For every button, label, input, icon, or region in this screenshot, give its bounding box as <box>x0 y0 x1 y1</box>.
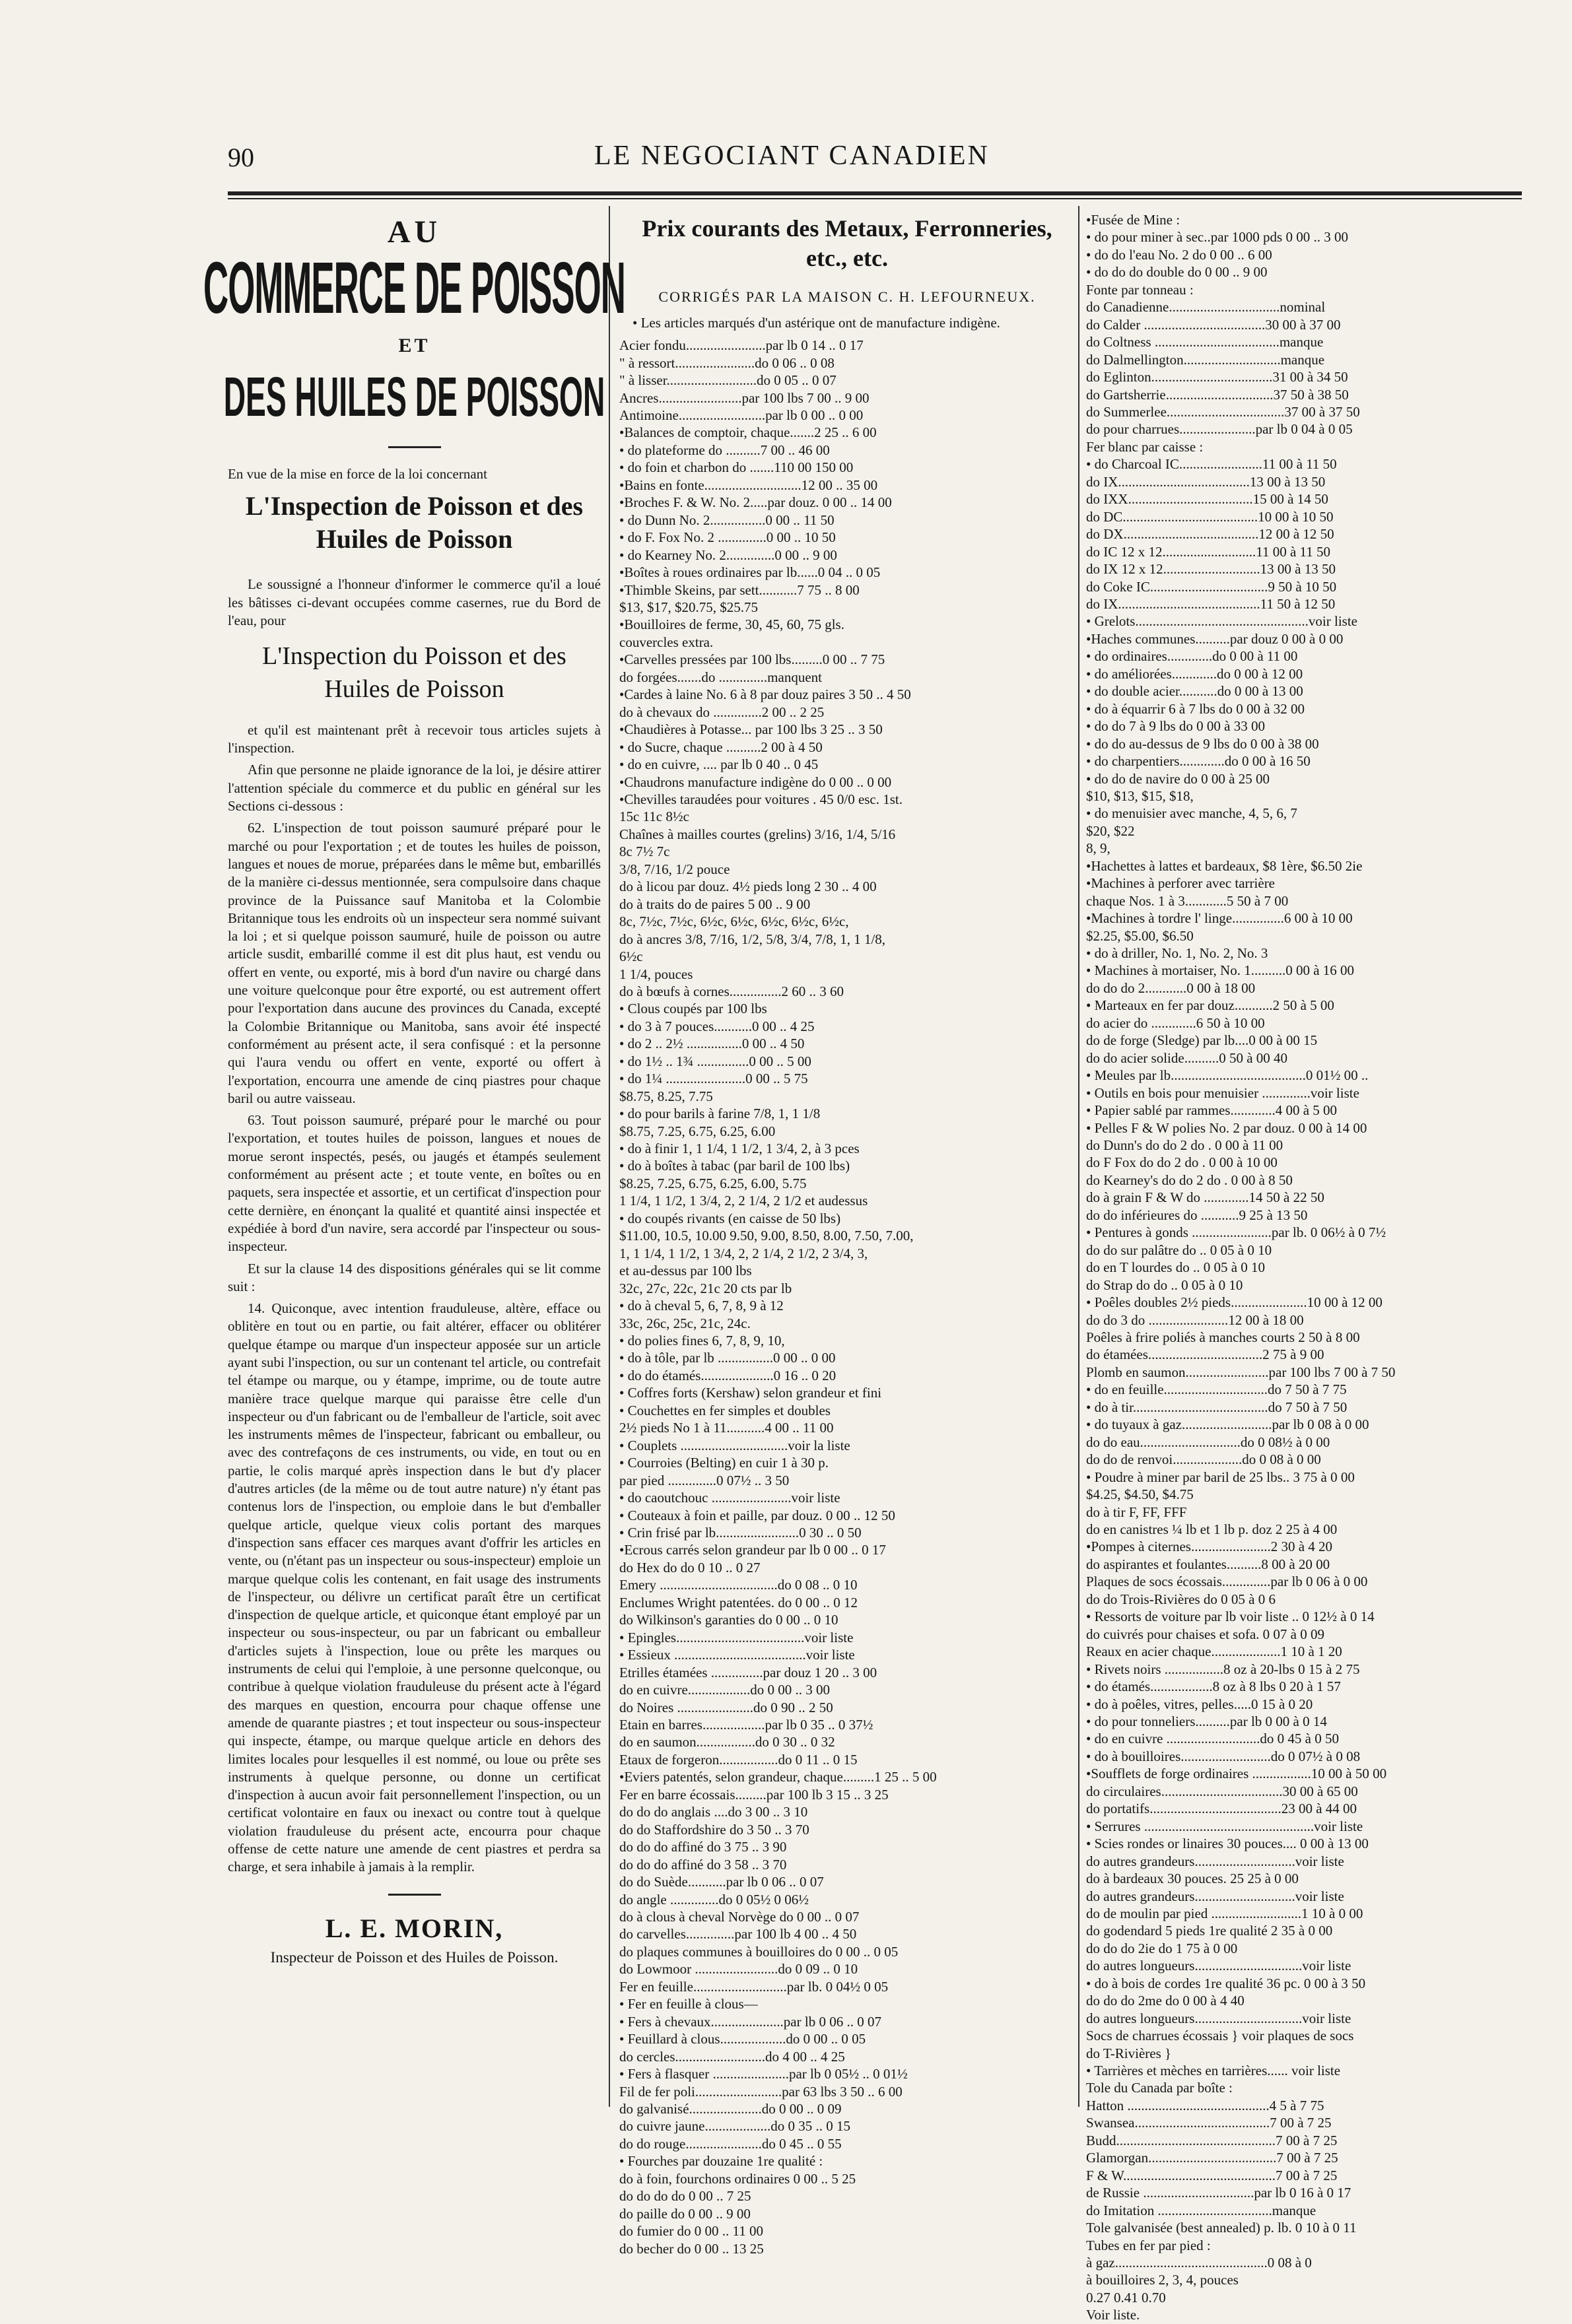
price-row: •Cardes à laine No. 6 à 8 par douz paires 3 50 .. 4 50 <box>619 686 911 703</box>
price-row: Swansea.......................................7 00 à 7 25 <box>1086 2115 1332 2131</box>
price-row: $4.25, $4.50, $4.75 <box>1086 1486 1194 1503</box>
price-row: • do à poêles, vitres, pelles.....0 15 à 0 20 <box>1086 1696 1313 1712</box>
price-row: do do 3 do .......................12 00 à 18 00 <box>1086 1311 1304 1328</box>
price-rows <box>1086 211 1522 2324</box>
notice-intro: En vue de la mise en force de la loi concernant <box>228 465 487 482</box>
price-row: do à bardeaux 30 pouces. 25 25 à 0 00 <box>1086 1871 1299 1887</box>
price-row: Etaux de forgeron.................do 0 11 .. 0 15 <box>619 1751 858 1768</box>
price-row: •Thimble Skeins, par sett...........7 75 .. 8 00 <box>619 581 860 598</box>
price-row: • Fers à flasquer ......................par lb 0 05½ .. 0 01½ <box>619 2066 908 2082</box>
price-row: • Pelles F & W polies No. 2 par douz. 0 00 à 14 00 <box>1086 1119 1367 1136</box>
price-row: F & W............................................7 00 à 7 25 <box>1086 2167 1338 2183</box>
price-row: • do à tôle, par lb ................0 00 .. 0 00 <box>619 1350 836 1366</box>
price-row: do à tir F, FF, FFF <box>1086 1504 1187 1520</box>
price-row: Hatton .........................................4 5 à 7 75 <box>1086 2097 1324 2113</box>
divider <box>388 1894 441 1896</box>
price-row: •Bains en fonte............................12 00 .. 35 00 <box>619 477 878 493</box>
price-row: 8c 7½ 7c <box>619 844 670 860</box>
price-row: • Crin frisé par lb........................0 30 .. 0 50 <box>619 1525 862 1541</box>
price-row: Glamorgan.....................................7 00 à 7 25 <box>1086 2150 1338 2166</box>
price-row: do do acier solide..........0 50 à 00 40 <box>1086 1049 1288 1066</box>
price-row: Tole galvanisée (best annealed) p. lb. 0 10 à 0 11 <box>1086 2220 1357 2236</box>
price-row: • do Kearney No. 2..............0 00 .. 9 00 <box>619 547 837 563</box>
price-row: do do do 2............0 00 à 18 00 <box>1086 979 1256 996</box>
price-row: • do pour barils à farine 7/8, 1, 1 1/8 <box>619 1106 821 1122</box>
price-row: • do charpentiers.............do 0 00 à 16 50 <box>1086 753 1311 770</box>
price-row: 2½ pieds No 1 à 11...........4 00 .. 11 00 <box>619 1420 834 1436</box>
price-row: Tubes en fer par pied : <box>1086 2237 1211 2253</box>
price-row: •Boîtes à roues ordinaires par lb......0 04 .. 0 05 <box>619 564 881 581</box>
price-row: • Courroies (Belting) en cuir 1 à 30 p. <box>619 1455 829 1471</box>
price-row: do Hex do do 0 10 .. 0 27 <box>619 1559 761 1576</box>
price-row: •Broches F. & W. No. 2.....par douz. 0 00 .. 14 00 <box>619 494 892 511</box>
price-row: do acier do .............6 50 à 10 00 <box>1086 1014 1265 1031</box>
notice-section-63: 63. Tout poisson saumuré, préparé pour le marché ou pour l'exportation, et toutes huiles de poisson, langues et noues de morue seront inspectés, pesés, ou jaugés et étampés seulement conformément au présent acte ; et toute vente, en boîtes ou en paquets, sera inspectée et assortie, et un certificat d'inspection pour cette dernière, en énonçant la qualité et quantité ainsi inspectée et expédiée à bord d'un navire, sera accordé par l'inspecteur ou sous-inspecteur. <box>228 1112 601 1255</box>
price-row: do à chevaux do ..............2 00 .. 2 25 <box>619 704 825 720</box>
price-row: •Ecrous carrés selon grandeur par lb 0 00 .. 0 17 <box>619 1542 886 1558</box>
price-row: •Bouilloires de ferme, 30, 45, 60, 75 gls. <box>619 616 844 633</box>
price-list-middle <box>619 211 1075 2257</box>
price-row: • Papier sablé par rammes.............4 00 à 5 00 <box>1086 1102 1338 1119</box>
notice-clause-14: 14. Quiconque, avec intention frauduleuse, altère, efface ou oblitère en tout ou en partie, ou fait altérer, effacer ou oblitérer quelque étampe ou marque d'un inspecteur apposée sur un article ayant subi l'inspection, ou sur un contenant tel article, ou contrefait tel étampe ou marque, ou y étampe, imprime, ou de toute autre manière trace quelque marque qui paraisse être celle d'un inspecteur ou d'un fabricant ou de l'emballeur de l'article, soit avec les instruments mêmes de l'inspecteur, fabricant ou emballeur, ou avec des contrefaçons de ces instruments, ou vide, en tout ou en partie, le colis marqué après inspection dans le but d'y placer d'autres articles (de la même ou de tout autre nature) n'y étant pas contenus lors de l'inspection, ou emploie dans le but d'emballer quelque article, quelque vieux colis portant des marques d'inspection sans effacer ces marques avant d'offrir les articles en vente, ou (n'étant pas un inspecteur ou sous-inspecteur) emploie un marque quelque colis les contenant, en fait usage des instruments de l'inspecteur, ou délivre un certificat paraît être un certificat d'inspection de quelque article, et quiconque étant employé par un inspecteur ou sous-inspecteur, ou par un fabricant ou emballeur d'articles sujets à l'inspection, loue ou prête les marques ou instruments de celui qui l'emploie, à une personne quelconque, ou contribue à quelque violation frauduleuse du présent acte à l'égard des marques en question, encourra pour chaque offense une amende de quarante piastres ; et tout inspecteur ou sous-inspecteur qui inspecte, étampe, ou marque quelque article en dehors des limites locales pour lesquelles il est nommé, ou loue ou prête ses instruments à quelque personne, ou donne un certificat d'inspection à aucun avoir fait personnellement l'inspection, ou un certificat volontaire en faux ou inexact ou contre tout à quelque violation frauduleuse du présent acte, encourra pour chaque offense de cette nature une amende de cent piastres et perdra sa charge, et sera inhabile à jamais à la remplir. <box>228 1300 601 1875</box>
price-row: do do Suède...........par lb 0 06 .. 0 07 <box>619 1874 824 1890</box>
notice-au: AU <box>387 215 442 249</box>
price-row: do galvanisé.....................do 0 00 .. 0 09 <box>619 2100 842 2117</box>
price-row: • Epingles.....................................voir liste <box>619 1629 854 1645</box>
column-divider-left <box>609 206 610 2107</box>
price-row: •Machines à perforer avec tarrière <box>1086 875 1276 892</box>
price-row: do do do 2me do 0 00 à 4 40 <box>1086 1993 1245 2009</box>
price-row: do Coke IC..................................9 50 à 10 50 <box>1086 578 1337 595</box>
price-row: •Soufflets de forge ordinaires .................10 00 à 50 00 <box>1086 1766 1387 1782</box>
price-row: do de forge (Sledge) par lb....0 00 à 00 15 <box>1086 1032 1318 1049</box>
price-row: do IX.........................................11 50 à 12 50 <box>1086 595 1336 612</box>
price-row: • Tarrières et mèches en tarrières...... voir liste <box>1086 2063 1341 2079</box>
price-row: do cuivre jaune...................do 0 35 .. 0 15 <box>619 2118 850 2135</box>
price-row: • Clous coupés par 100 lbs <box>619 1001 767 1017</box>
price-row: Ancres........................par 100 lbs 7 00 .. 9 00 <box>619 389 870 406</box>
price-row: do IX 12 x 12............................13 00 à 13 50 <box>1086 561 1336 578</box>
price-row: " à ressort.......................do 0 06 .. 0 08 <box>619 354 835 371</box>
price-row: $2.25, $5.00, $6.50 <box>1086 927 1194 944</box>
price-row: • Couchettes en fer simples et doubles <box>619 1402 831 1418</box>
price-row: $10, $13, $15, $18, <box>1086 787 1194 804</box>
price-row: • do plateforme do ..........7 00 .. 46 00 <box>619 442 830 458</box>
price-row: • do do étamés.....................0 16 .. 0 20 <box>619 1367 837 1383</box>
price-row: • do à cheval 5, 6, 7, 8, 9 à 12 <box>619 1298 784 1314</box>
price-row: • Grelots..................................................voir liste <box>1086 613 1357 630</box>
price-row: do autres grandeurs.............................voir liste <box>1086 1853 1344 1869</box>
price-row: • Scies rondes or linaires 30 pouces.... 0 00 à 13 00 <box>1086 1836 1369 1852</box>
price-row: do Canadienne................................nominal <box>1086 299 1326 315</box>
price-row: do do do 2ie do 1 75 à 0 00 <box>1086 1940 1238 1956</box>
price-row: • Fourches par douzaine 1re qualité : <box>619 2153 823 2170</box>
page-number: 90 <box>228 143 254 172</box>
price-row: do Kearney's do do 2 do . 0 00 à 8 50 <box>1086 1172 1293 1188</box>
price-rows <box>619 337 1075 2257</box>
price-row: 8c, 7½c, 7½c, 6½c, 6½c, 6½c, 6½c, 6½c, <box>619 913 849 930</box>
running-head: LE NEGOCIANT CANADIEN <box>594 141 990 171</box>
price-row: • do à bouilloires..........................do 0 07½ à 0 08 <box>1086 1748 1361 1764</box>
price-row: Plomb en saumon........................par 100 lbs 7 00 à 7 50 <box>1086 1364 1396 1380</box>
price-row: •Balances de comptoir, chaque.......2 25 .. 6 00 <box>619 424 877 441</box>
price-row: do Calder ...................................30 00 à 37 00 <box>1086 316 1341 333</box>
price-row: do à foin, fourchons ordinaires 0 00 .. 5 25 <box>619 2170 856 2187</box>
price-row: do forgées.......do ..............manquent <box>619 669 822 685</box>
price-row: • do à boîtes à tabac (par baril de 100 lbs) <box>619 1158 850 1174</box>
price-row: • do do au-dessus de 9 lbs do 0 00 à 38 00 <box>1086 735 1319 752</box>
notice-section-62: 62. L'inspection de tout poisson saumuré préparé pour le marché ou pour l'exportation ; et de toutes les huiles de poisson, langues et noues de morue, préparées dans le même but, embarillés de la manière ci-dessus mentionnée, sera compulsoire dans chaque province de la Puissance sauf Manitoba et la Colombie Britannique tous les endroits où un inspecteur sera nommé suivant la loi ; et si quelque poisson saumuré, huile de poisson ou autre article susdit, embarillé comme il est dit plus haut, est vendu ou offert en vente, ou exporté, mis à bord d'un navire ou chargé dans une voiture quelconque pour être exporté, ou est autrement offert pour l'exportation dans aucune des provinces du Canada, excepté la Colombie Britannique ou Manitoba, sans avoir été inspecté conformément au présent acte, il sera confisqué : et la personne qui l'aura vendu ou offert en vente, exporté ou offert à l'exportation, encourra une amende de cinq piastres pour chaque baril ou autre vaisseau. <box>228 820 601 1106</box>
price-row: • do foin et charbon do .......110 00 150 00 <box>619 459 854 476</box>
price-row: do do eau.............................do 0 08½ à 0 00 <box>1086 1434 1330 1450</box>
price-row: • do à driller, No. 1, No. 2, No. 3 <box>1086 945 1268 962</box>
header-rule-thin <box>228 198 1522 199</box>
price-row: couvercles extra. <box>619 634 714 650</box>
price-row: do angle ..............do 0 05½ 0 06½ <box>619 1891 809 1908</box>
price-row: • do coupés rivants (en caisse de 50 lbs) <box>619 1210 841 1226</box>
price-row: • do 2 .. 2½ ................0 00 .. 4 50 <box>619 1036 805 1052</box>
price-row: Antimoine.........................par lb 0 00 .. 0 00 <box>619 407 864 423</box>
price-list-right <box>1086 211 1522 2323</box>
price-row: Etain en barres..................par lb 0 35 .. 0 37½ <box>619 1716 873 1733</box>
price-row: 1 1/4, 1 1/2, 1 3/4, 2, 2 1/4, 2 1/2 et audessus <box>619 1193 868 1209</box>
price-row: • do en feuille..............................do 7 50 à 7 75 <box>1086 1381 1347 1398</box>
price-row: Fonte par tonneau : <box>1086 281 1194 298</box>
price-row: • do do l'eau No. 2 do 0 00 .. 6 00 <box>1086 246 1272 263</box>
price-row: • do 1¼ .......................0 00 .. 5 75 <box>619 1071 808 1087</box>
price-row: Fer en feuille...........................par lb. 0 04½ 0 05 <box>619 1978 889 1995</box>
price-row: do do do do 0 00 .. 7 25 <box>619 2188 751 2205</box>
price-row: do Dunn's do do 2 do . 0 00 à 11 00 <box>1086 1137 1283 1154</box>
price-row: •Chaudrons manufacture indigène do 0 00 .. 0 00 <box>619 774 892 790</box>
price-row: do fumier do 0 00 .. 11 00 <box>619 2223 763 2240</box>
price-row: de Russie ................................par lb 0 16 à 0 17 <box>1086 2185 1351 2201</box>
price-row: •Chevilles taraudées pour voitures . 45 0/0 esc. 1st. <box>619 791 903 807</box>
price-row: do Noires ......................do 0 90 .. 2 50 <box>619 1699 833 1715</box>
price-row: Tole du Canada par boîte : <box>1086 2080 1233 2096</box>
price-row: • do ordinaires.............do 0 00 à 11 00 <box>1086 648 1298 665</box>
price-row: do carvelles..............par 100 lb 4 00 .. 4 50 <box>619 1926 857 1942</box>
price-row: • do 3 à 7 pouces...........0 00 .. 4 25 <box>619 1018 815 1034</box>
price-row: • do à tir.......................................do 7 50 à 7 50 <box>1086 1399 1348 1415</box>
price-row: • do à finir 1, 1 1/4, 1 1/2, 1 3/4, 2, à 3 pces <box>619 1141 860 1157</box>
price-row: do paille do 0 00 .. 9 00 <box>619 2205 751 2222</box>
price-row: do do do anglais ....do 3 00 .. 3 10 <box>619 1804 808 1820</box>
price-row: Fer blanc par caisse : <box>1086 438 1204 455</box>
price-row: Emery ..................................do 0 08 .. 0 10 <box>619 1577 858 1593</box>
price-row: 33c, 26c, 25c, 21c, 24c. <box>619 1315 751 1331</box>
price-row: • Rivets noirs .................8 oz à 20-lbs 0 15 à 2 75 <box>1086 1661 1360 1677</box>
price-row: do de moulin par pied ..........................1 10 à 0 00 <box>1086 1905 1363 1921</box>
notice-headline-2: DES HUILES DE POISSON <box>223 365 605 428</box>
price-row: 0.27 0.41 0.70 <box>1086 2289 1166 2306</box>
price-row: do plaques communes à bouilloires do 0 00 .. 0 05 <box>619 1943 899 1960</box>
price-row: Enclumes Wright patentées. do 0 00 .. 0 12 <box>619 1594 858 1610</box>
price-row: • do menuisier avec manche, 4, 5, 6, 7 <box>1086 805 1297 822</box>
price-row: • do Dunn No. 2................0 00 .. 11 50 <box>619 512 835 528</box>
price-row: Socs de charrues écossais } voir plaques de socs <box>1086 2028 1354 2044</box>
price-row: $11.00, 10.5, 10.00 9.50, 9.00, 8.50, 8.00, 7.50, 7.00, <box>619 1228 914 1244</box>
price-row: Plaques de socs écossais..............par lb 0 06 à 0 00 <box>1086 1574 1368 1590</box>
price-row: • do à bois de cordes 1re qualité 36 pc. 0 00 à 3 50 <box>1086 1975 1366 1991</box>
price-row: • do do 7 à 9 lbs do 0 00 à 33 00 <box>1086 718 1266 735</box>
price-row: • Pentures à gonds .......................par lb. 0 06½ à 0 7½ <box>1086 1224 1386 1241</box>
price-row: • Couplets ...............................voir la liste <box>619 1437 850 1453</box>
price-row: 8, 9, <box>1086 840 1111 857</box>
price-row: do Imitation .................................manque <box>1086 2202 1316 2218</box>
price-row: do Wilkinson's garanties do 0 00 .. 0 10 <box>619 1612 838 1628</box>
signature-title: Inspecteur de Poisson et des Huiles de Poisson. <box>270 1948 559 1966</box>
price-row: •Chaudières à Potasse... par 100 lbs 3 25 .. 3 50 <box>619 721 883 738</box>
price-list-corrected-by: CORRIGÉS PAR LA MAISON C. H. LEFOURNEUX. <box>658 288 1036 305</box>
header-rule <box>228 191 1522 195</box>
price-row: do circulaires...................................30 00 à 65 00 <box>1086 1783 1358 1799</box>
price-row: 6½c <box>619 948 643 965</box>
price-row: do do sur palâtre do .. 0 05 à 0 10 <box>1086 1242 1272 1258</box>
price-row: Fer en barre écossais.........par 100 lb 3 15 .. 3 25 <box>619 1786 889 1803</box>
price-row: •Pompes à citernes.......................2 30 à 4 20 <box>1086 1539 1333 1555</box>
fish-inspection-notice <box>203 211 625 2145</box>
price-row: • do améliorées.............do 0 00 à 12 00 <box>1086 665 1303 682</box>
price-row: • Machines à mortaiser, No. 1..........0 00 à 16 00 <box>1086 962 1355 979</box>
price-row: $8.25, 7.25, 6.75, 6.25, 6.00, 5.75 <box>619 1175 807 1191</box>
price-row: $8.75, 8.25, 7.75 <box>619 1088 713 1104</box>
price-row: do Lowmoor ........................do 0 09 .. 0 10 <box>619 1961 858 1977</box>
price-row: $13, $17, $20.75, $25.75 <box>619 599 758 615</box>
price-row: do DC.......................................10 00 à 10 50 <box>1086 508 1334 525</box>
price-row: do do Trois-Rivières do 0 05 à 0 6 <box>1086 1591 1276 1607</box>
price-row: do do inférieures do ...........9 25 à 13 50 <box>1086 1207 1308 1223</box>
price-row: do à clous à cheval Norvège do 0 00 .. 0 07 <box>619 1908 860 1925</box>
price-row: do IC 12 x 12...........................11 00 à 11 50 <box>1086 543 1331 560</box>
price-row: • do polies fines 6, 7, 8, 9, 10, <box>619 1333 785 1349</box>
price-row: • Poêles doubles 2½ pieds......................10 00 à 12 00 <box>1086 1294 1383 1311</box>
price-row: • do à équarrir 6 à 7 lbs do 0 00 à 32 00 <box>1086 700 1305 717</box>
price-row: do do Staffordshire do 3 50 .. 3 70 <box>619 1821 809 1838</box>
price-row: • do double acier...........do 0 00 à 13 00 <box>1086 683 1303 700</box>
price-row: • do caoutchouc .......................voir liste <box>619 1490 840 1506</box>
price-row: • Ressorts de voiture par lb voir liste .. 0 12½ à 0 14 <box>1086 1609 1375 1625</box>
price-row: do à ancres 3/8, 7/16, 1/2, 5/8, 3/4, 7/8, 1, 1 1/8, <box>619 931 886 947</box>
price-row: chaque Nos. 1 à 3............5 50 à 7 00 <box>1086 892 1289 909</box>
notice-et: ET <box>398 334 430 356</box>
price-row: do cuivrés pour chaises et sofa. 0 07 à 0 09 <box>1086 1626 1324 1642</box>
notice-paragraph: Afin que personne ne plaide ignorance de la loi, je désire attirer l'attention spéciale du commerce et du public en général sur les Sections ci-dessous : <box>228 762 601 814</box>
price-row: do cercles..........................do 4 00 .. 4 25 <box>619 2048 845 2065</box>
price-row: do Eglinton...................................31 00 à 34 50 <box>1086 369 1348 385</box>
price-row: do en cuivre..................do 0 00 .. 3 00 <box>619 1682 831 1698</box>
price-row: • Couteaux à foin et paille, par douz. 0 00 .. 12 50 <box>619 1507 895 1523</box>
price-row: do Strap do do .. 0 05 à 0 10 <box>1086 1277 1243 1293</box>
price-row: •Machines à tordre l' linge...............6 00 à 10 00 <box>1086 910 1353 927</box>
price-row: do portatifs......................................23 00 à 44 00 <box>1086 1801 1357 1817</box>
price-row: • Essieux ......................................voir liste <box>619 1647 855 1663</box>
price-row: • do Sucre, chaque ..........2 00 à 4 50 <box>619 739 823 755</box>
price-row: • Fers à chevaux.....................par lb 0 06 .. 0 07 <box>619 2013 881 2030</box>
price-row: do en saumon.................do 0 30 .. 0 32 <box>619 1734 835 1750</box>
price-row: • do pour miner à sec..par 1000 pds 0 00 .. 3 00 <box>1086 229 1348 246</box>
price-row: Budd..............................................7 00 à 7 25 <box>1086 2132 1338 2148</box>
price-row: do F Fox do do 2 do . 0 00 à 10 00 <box>1086 1154 1278 1171</box>
price-row: $8.75, 7.25, 6.75, 6.25, 6.00 <box>619 1123 776 1139</box>
price-row: • do en cuivre ...........................do 0 45 à 0 50 <box>1086 1731 1339 1747</box>
price-row: do do do affiné do 3 75 .. 3 90 <box>619 1839 787 1855</box>
price-row: • do F. Fox No. 2 ..............0 00 .. 10 50 <box>619 529 836 546</box>
price-row: • Outils en bois pour menuisier ..............voir liste <box>1086 1084 1359 1101</box>
price-row: • do Charcoal IC........................11 00 à 11 50 <box>1086 456 1337 473</box>
price-row: do do de renvoi....................do 0 08 à 0 00 <box>1086 1451 1321 1468</box>
price-row: Acier fondu.......................par lb 0 14 .. 0 17 <box>619 337 864 354</box>
price-row: • Marteaux en fer par douz...........2 50 à 5 00 <box>1086 997 1334 1014</box>
price-row: do pour charrues......................par lb 0 04 à 0 05 <box>1086 421 1353 438</box>
price-row: do IXX....................................15 00 à 14 50 <box>1086 491 1328 508</box>
price-row: do à traits do de paires 5 00 .. 9 00 <box>619 896 811 912</box>
price-row: • do étamés..................8 oz à 8 lbs 0 20 à 1 57 <box>1086 1678 1341 1695</box>
price-row: à bouilloires 2, 3, 4, pouces <box>1086 2272 1239 2288</box>
price-row: $20, $22 <box>1086 822 1135 839</box>
price-row: • Coffres forts (Kershaw) selon grandeur et fini <box>619 1385 882 1401</box>
price-row: do aspirantes et foulantes..........8 00 à 20 00 <box>1086 1556 1330 1572</box>
divider <box>388 446 441 448</box>
price-row: • Serrures .................................................voir liste <box>1086 1818 1363 1834</box>
price-row: • do 1½ .. 1¾ ...............0 00 .. 5 00 <box>619 1053 811 1069</box>
price-row: do becher do 0 00 .. 13 25 <box>619 2240 764 2257</box>
price-row: • do en cuivre, .... par lb 0 40 .. 0 45 <box>619 756 819 773</box>
price-row: • do pour tonneliers..........par lb 0 00 à 0 14 <box>1086 1713 1327 1729</box>
price-row: do IX......................................13 00 à 13 50 <box>1086 473 1326 490</box>
price-row: • Feuillard à clous...................do 0 00 .. 0 05 <box>619 2031 866 2047</box>
price-row: • Fer en feuille à clous— <box>619 1996 758 2012</box>
signature: L. E. MORIN, <box>325 1913 504 1943</box>
price-row: Reaux en acier chaque....................1 10 à 1 20 <box>1086 1643 1342 1660</box>
price-row: do do rouge......................do 0 45 .. 0 55 <box>619 2135 842 2152</box>
price-row: do Dalmellington............................manque <box>1086 351 1325 368</box>
price-row: " à lisser..........................do 0 05 .. 0 07 <box>619 372 837 389</box>
notice-subheading: L'Inspection de Poisson et des Huiles de Poisson <box>245 491 584 554</box>
notice-text: Le soussigné a l'honneur d'informer le commerce qu'il a loué les bâtisses ci-devant occupées comme casernes, rue du Bord de l'eau, pour <box>228 576 601 628</box>
price-row: do à licou par douz. 4½ pieds long 2 30 .. 4 00 <box>619 879 877 895</box>
price-row: 15c 11c 8½c <box>619 809 689 825</box>
price-row: do à grain F & W do .............14 50 à 22 50 <box>1086 1189 1324 1206</box>
price-row: do autres longueurs...............................voir liste <box>1086 2010 1351 2026</box>
price-row: do Gartsherrie...............................37 50 à 38 50 <box>1086 386 1349 403</box>
price-row: do Coltness ....................................manque <box>1086 334 1324 350</box>
price-row: do autres longueurs...............................voir liste <box>1086 1958 1351 1974</box>
price-row: Fil de fer poli.........................par 63 lbs 3 50 .. 6 00 <box>619 2083 903 2100</box>
notice-headline: COMMERCE DE POISSON <box>203 248 625 329</box>
notice-subheading-2: L'Inspection du Poisson et des Huiles de Poisson <box>262 642 566 703</box>
price-row: do étamées.................................2 75 à 9 00 <box>1086 1346 1324 1363</box>
price-row: • Meules par lb.......................................0 01½ 00 .. <box>1086 1067 1369 1084</box>
price-row: do T-Rivières } <box>1086 2045 1172 2061</box>
price-row: do do do affiné do 3 58 .. 3 70 <box>619 1856 787 1873</box>
price-list-note: • Les articles marqués d'un astérique ont de manufacture indigène. <box>632 315 1000 331</box>
price-row: à gaz............................................0 08 à 0 <box>1086 2255 1312 2271</box>
price-row: do en canistres ¼ lb et 1 lb p. doz 2 25 à 4 00 <box>1086 1521 1338 1537</box>
price-row: •Carvelles pressées par 100 lbs.........0 00 .. 7 75 <box>619 651 885 668</box>
price-row: Voir liste. <box>1086 2307 1140 2323</box>
price-list-title: Prix courants des Metaux, Ferronneries, etc., etc. <box>642 215 1052 271</box>
price-row: do DX.......................................12 00 à 12 50 <box>1086 526 1334 543</box>
price-row: Poêles à frire poliés à manches courts 2 50 à 8 00 <box>1086 1329 1360 1345</box>
price-row: Chaînes à mailles courtes (grelins) 3/16, 1/4, 5/16 <box>619 826 896 842</box>
price-row: par pied ..............0 07½ .. 3 50 <box>619 1472 790 1488</box>
price-row: do autres grandeurs.............................voir liste <box>1086 1888 1344 1904</box>
notice-clause-intro: Et sur la clause 14 des dispositions générales qui se lit comme suit : <box>228 1260 601 1294</box>
price-row: 3/8, 7/16, 1/2 pouce <box>619 861 730 877</box>
column-divider-right <box>1078 206 1079 2107</box>
price-row: 32c, 27c, 22c, 21c 20 cts par lb <box>619 1280 792 1296</box>
price-row: 1 1/4, pouces <box>619 966 693 982</box>
price-row: • do tuyaux à gaz..........................par lb 0 08 à 0 00 <box>1086 1416 1369 1433</box>
price-row: •Eviers patentés, selon grandeur, chaque.........1 25 .. 5 00 <box>619 1769 937 1785</box>
price-row: do à bœufs à cornes...............2 60 .. 3 60 <box>619 983 844 999</box>
price-row: do Summerlee..................................37 00 à 37 50 <box>1086 403 1360 420</box>
price-row: 1, 1 1/4, 1 1/2, 1 3/4, 2, 2 1/4, 2 1/2, 2 3/4, 3, <box>619 1245 868 1261</box>
price-row: do godendard 5 pieds 1re qualité 2 35 à 0 00 <box>1086 1923 1333 1939</box>
price-row: •Fusée de Mine : <box>1086 212 1180 228</box>
notice-ready: et qu'il est maintenant prêt à recevoir tous articles sujets à l'inspection. <box>228 721 601 756</box>
price-row: • do do de navire do 0 00 à 25 00 <box>1086 770 1270 787</box>
price-row: •Haches communes..........par douz 0 00 à 0 00 <box>1086 630 1344 647</box>
price-row: Etrilles étamées ...............par douz 1 20 .. 3 00 <box>619 1664 877 1680</box>
price-row: do en T lourdes do .. 0 05 à 0 10 <box>1086 1259 1266 1276</box>
price-row: •Hachettes à lattes et bardeaux, $8 1ère, $6.50 2ie <box>1086 857 1363 874</box>
price-row: et au-dessus par 100 lbs <box>619 1263 752 1279</box>
price-row: • do do do double do 0 00 .. 9 00 <box>1086 264 1268 281</box>
price-row: • Poudre à miner par baril de 25 lbs.. 3 75 à 0 00 <box>1086 1469 1355 1485</box>
